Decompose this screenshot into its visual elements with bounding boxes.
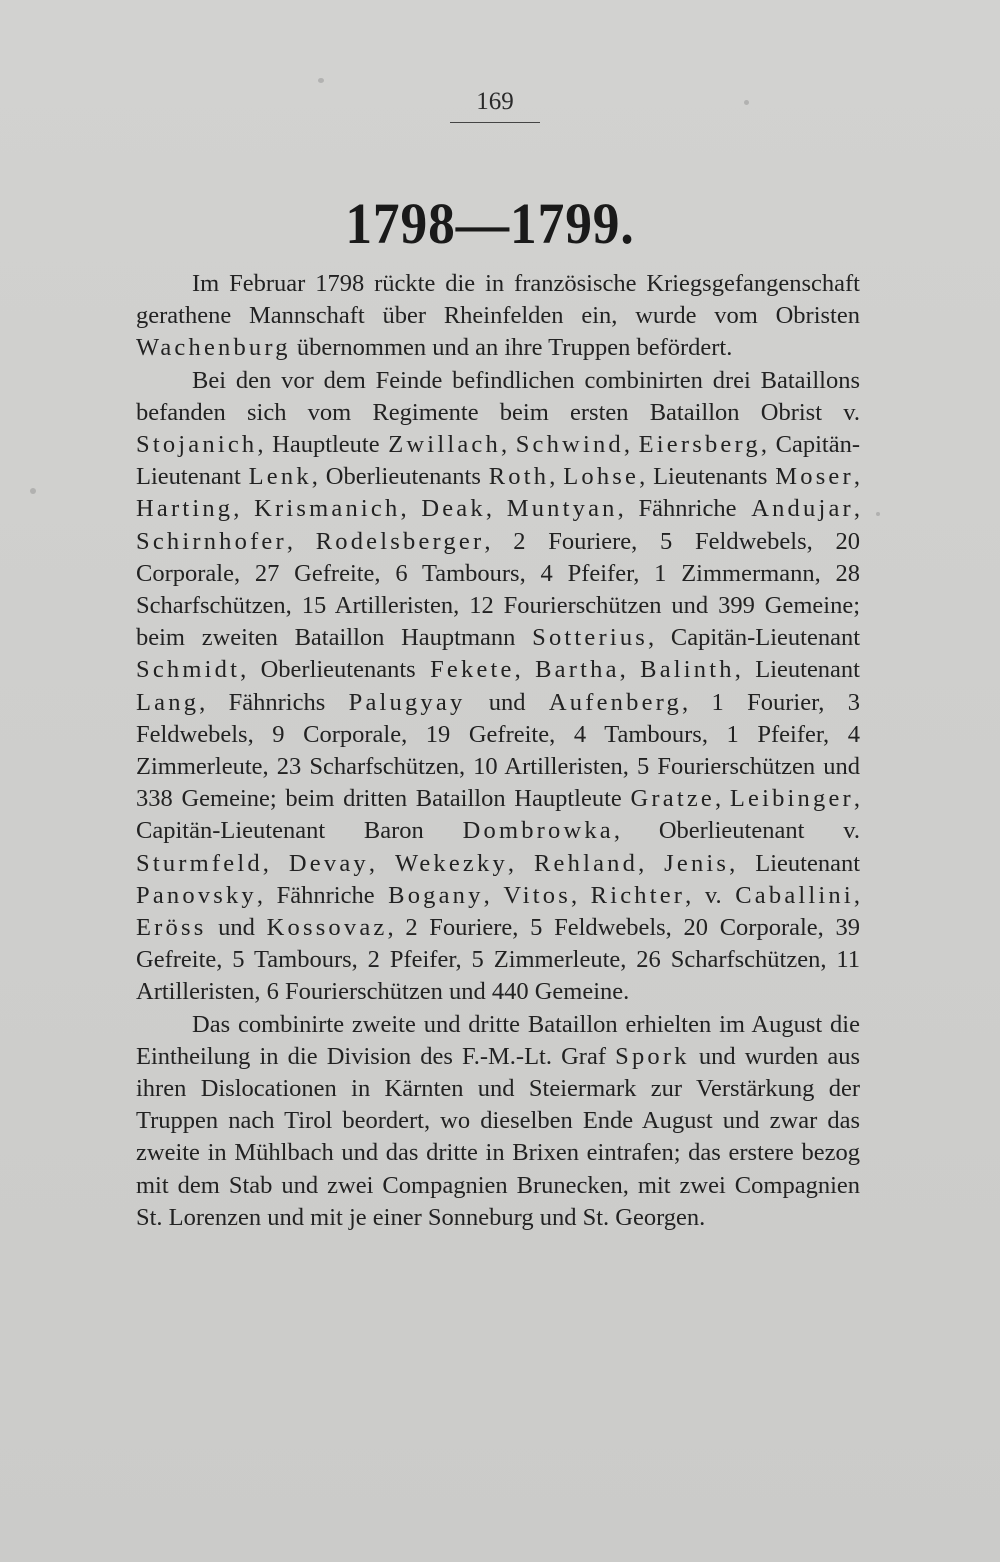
text-run: , Oberlieutenants — [240, 656, 431, 684]
text-run: , — [619, 656, 641, 684]
text-run: , — [485, 495, 507, 523]
text-run: , — [514, 656, 536, 684]
text-run: , Capitän-Lieutenant — [136, 431, 860, 491]
text-run: , — [623, 431, 639, 459]
paper-speck — [876, 512, 880, 516]
text-run: und — [206, 914, 267, 942]
spaced-name: Muntyan — [506, 495, 618, 523]
spaced-name: Sturmfeld — [136, 849, 263, 877]
spaced-name: Bogany — [388, 881, 484, 909]
text-run: Bei den vor dem Feinde befindlichen combinirten drei Bataillons befanden sich vom Regimente beim ersten Bataillon Obrist v. — [136, 366, 860, 426]
spaced-name: Lohse — [563, 463, 640, 491]
spaced-name: Andujar — [751, 495, 854, 523]
spaced-name: Roth — [488, 463, 550, 491]
spaced-name: Lang — [136, 688, 200, 716]
spaced-name: Kossovaz — [266, 914, 388, 942]
spaced-name: Balinth — [640, 656, 735, 684]
spaced-name: Fekete — [430, 656, 515, 684]
spaced-name: Stojanich — [136, 431, 258, 459]
body-text — [136, 268, 860, 1234]
page-number: 169 — [476, 88, 514, 115]
spaced-name: Moser — [775, 463, 854, 491]
text-run: , — [286, 527, 316, 555]
spaced-name: Harting — [136, 495, 234, 523]
text-run: , — [549, 463, 564, 491]
spaced-name: Wekezky — [394, 849, 508, 877]
text-run: , 2 Fouriere, 5 Feldwebels, 20 Corporale, 27 Gefreite, 6 Tambours, 4 Pfeifer, 1 Zimmermann, 28 Scharfschützen, 15 Artilleristen, 12 Fourierschützen und 399 Gemeine; beim zweiten Bataillon Hauptmann — [136, 527, 861, 652]
spaced-name: Jenis — [664, 849, 730, 877]
spaced-name: Schwind — [515, 431, 624, 459]
text-run: , Hauptleute — [257, 431, 389, 459]
text-run: , — [570, 881, 591, 909]
spaced-name: Caballini — [735, 881, 854, 909]
text-run: , — [483, 881, 504, 909]
text-run: , 1 Fourier, 3 Feldwebels, 9 Corporale, 19 Gefreite, 4 Tambours, 1 Pfeifer, 4 Zimmerleute, 23 Scharfschützen, 10 Artilleristen, 5 Fourierschützen und 338 Gemeine; beim dritten Bataillon Hauptleute — [136, 688, 861, 813]
text-run: , — [507, 849, 535, 877]
text-run: , — [853, 495, 861, 523]
text-run: , — [368, 849, 395, 877]
text-run: , Oberlieutenant v. — [613, 817, 860, 845]
spaced-name: Spork — [615, 1042, 690, 1070]
spaced-name: Gratze — [630, 785, 715, 813]
text-run: Das combinirte zweite und dritte Bataillon erhielten im August die Eintheilung in die Division des F.-M.-Lt. Graf — [136, 1010, 860, 1070]
text-run: und wurden aus ihren Dislocationen in Kärnten und Steiermark zur Verstärkung der Truppen nach Tirol beordert, wo dieselben Ende August und zwar das zweite in Mühlbach und das dritte in Brixen eintrafen; das erstere bezog mit dem Stab und zwei Compagnien Brunecken, mit zwei Compagnien St. Lorenzen und mit je einer Sonneburg und St. Georgen. — [136, 1042, 860, 1231]
text-run: , — [400, 495, 422, 523]
spaced-name: Eiersberg — [638, 431, 761, 459]
text-run: , Capitän-Lieutenant — [648, 624, 860, 652]
paragraph-1 — [136, 268, 860, 365]
spaced-name: Panovsky — [136, 881, 257, 909]
text-run: , Capitän-Lieutenant Baron — [136, 785, 861, 845]
paper-speck — [30, 488, 36, 494]
spaced-name: Vitos — [503, 881, 571, 909]
spaced-name: Palugyay — [348, 688, 466, 716]
text-run: , Lieutenants — [639, 463, 776, 491]
text-run: , — [262, 849, 289, 877]
text-run: , Fähnrichs — [199, 688, 349, 716]
text-run: , — [233, 495, 255, 523]
text-run: und — [465, 688, 549, 716]
text-run: , — [638, 849, 665, 877]
text-run: , Oberlieutenants — [311, 463, 489, 491]
text-run: , Fähnriche — [617, 495, 752, 523]
paragraph-2 — [136, 365, 860, 1009]
text-run: , Lieutenant — [734, 656, 860, 684]
chapter-heading: 1798—1799. — [345, 191, 635, 256]
spaced-name: Bartha — [535, 656, 620, 684]
spaced-name: Schirnhofer — [136, 527, 287, 555]
spaced-name: Zwillach — [388, 431, 501, 459]
spaced-name: Richter — [590, 881, 686, 909]
spaced-name: Rehland — [534, 849, 639, 877]
spaced-name: Krismanich — [254, 495, 401, 523]
spaced-name: Rodelsberger — [315, 527, 485, 555]
text-run: , Lieutenant — [729, 849, 861, 877]
paper-speck — [318, 78, 324, 83]
spaced-name: Devay — [288, 849, 369, 877]
text-run: , — [853, 463, 860, 491]
text-run: übernommen und an ihre Truppen befördert. — [290, 334, 733, 362]
spaced-name: Lenk — [248, 463, 312, 491]
text-run: , — [853, 881, 861, 909]
spaced-name: Sotterius — [532, 624, 649, 652]
text-run: , Fähnriche — [256, 881, 389, 909]
text-run: , 2 Fouriere, 5 Feldwebels, 20 Corporale, 39 Gefreite, 5 Tambours, 2 Pfeifer, 5 Zimmerleute, 26 Scharfschützen, 11 Artilleristen, 6 Fourierschützen und 440 Gemeine. — [136, 914, 860, 1006]
text-run: Im Februar 1798 rückte die in französische Kriegsgefangenschaft gerathene Mannschaft über Rheinfelden ein, wurde vom Obristen — [136, 270, 860, 330]
page-number-rule — [450, 122, 540, 123]
text-run: , v. — [685, 881, 736, 909]
spaced-name: Aufenberg — [548, 688, 683, 716]
spaced-name: Leibinger — [729, 785, 854, 813]
paragraph-3 — [136, 1009, 860, 1234]
spaced-name: Eröss — [136, 914, 207, 942]
spaced-name: Dombrowka — [462, 817, 614, 845]
text-run: , — [715, 785, 730, 813]
text-run: , — [500, 431, 516, 459]
spaced-name: Schmidt — [136, 656, 241, 684]
spaced-name: Wachenburg — [136, 334, 291, 362]
spaced-name: Deak — [421, 495, 486, 523]
paper-speck — [744, 100, 749, 105]
